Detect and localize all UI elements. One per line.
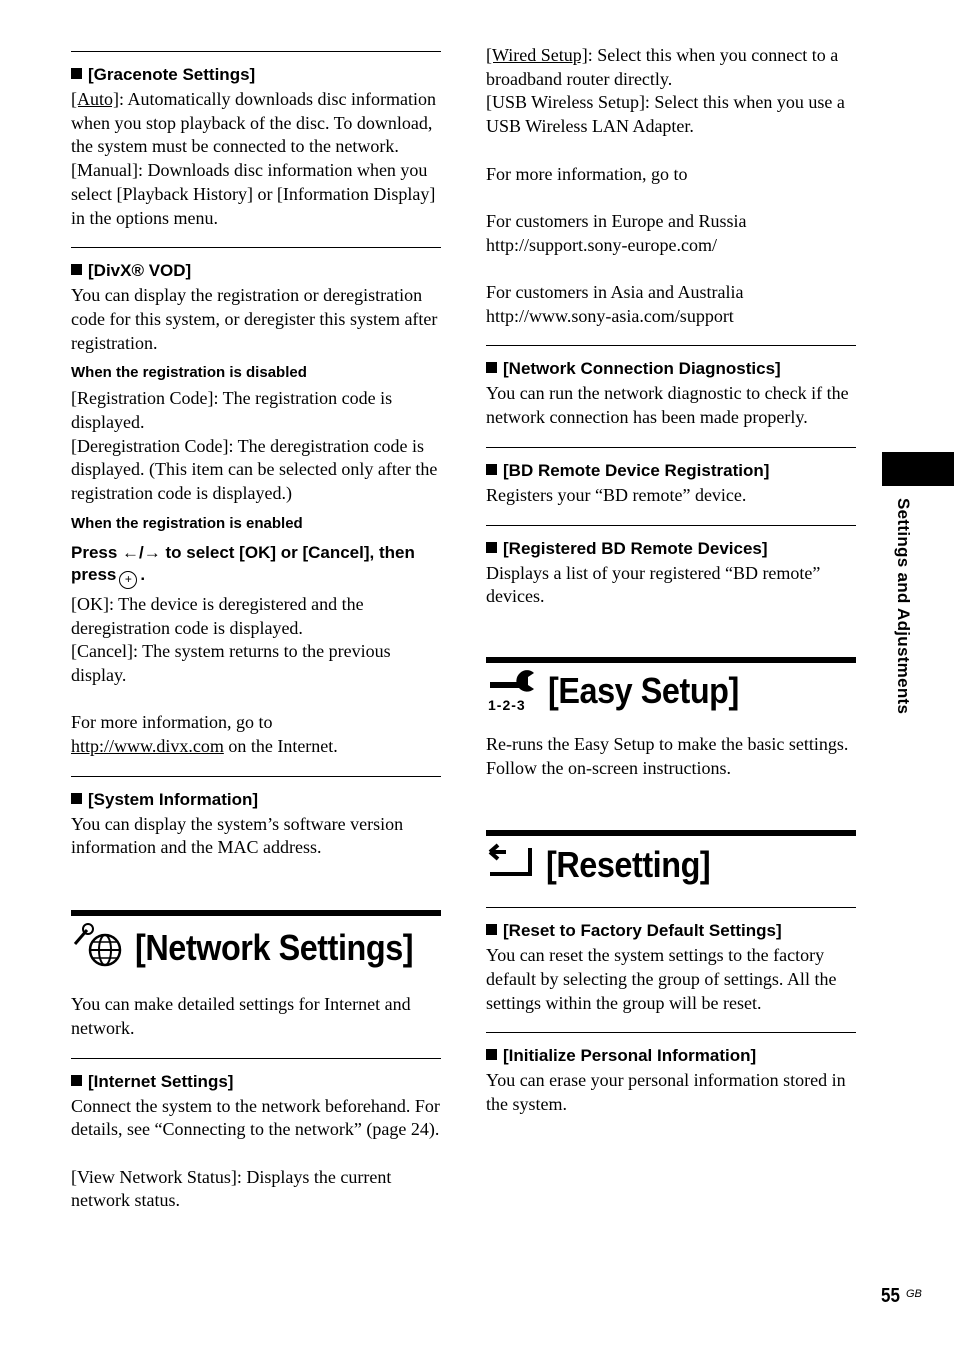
reset-arrow-icon [486,842,536,887]
auto-option: [Auto] [71,89,119,109]
internet-text: Connect the system to the network beforehand. For details, see “Connecting to the network” (page 24). [71,1095,440,1140]
right-column: [Wired Setup]: Select this when you connect to a broadband router directly. [USB Wireless Setup]: Select this when you use a USB Wireless LAN Adapter. For more information, go to For customers in Europe and Russia http://support.sony-europe.com/ For customers in Asia and Australia http://www.sony-asia.com/support [Network Connection Diagnostics] You can run the network diagnostic to check if the network connection has been made properly. [BD Remote Device Registration] Registers your “BD remote” device. [Registered BD Remote Devices] Displays a list of your registered “BD remote” devices. 1-2-3 [Easy Setup] Re-runs the Easy Setup to make the basic settings. Follow the on-screen instructions. [Resetting] [Reset to Factory Default Settings] You can reset the system settings to the factory default by selecting the group of settings. All the settings within the group will be reset. [Initialize Personal Information] You can erase your personal information stored in the system. [486,44,856,1117]
diagnostics-heading: [Network Connection Diagnostics] [503,359,781,379]
view-status-text: [View Network Status]: Displays the current network status. [71,1166,392,1211]
page-suffix: GB [906,1288,922,1300]
europe-url[interactable]: http://support.sony-europe.com/ [486,234,717,255]
usb-wireless-text: [USB Wireless Setup]: Select this when you use a USB Wireless LAN Adapter. [486,92,845,137]
more-info-text: For more information, go to [486,163,688,184]
left-column [71,51,441,1213]
bd-registration-heading: [BD Remote Device Registration] [503,460,770,480]
bullet-square-icon [71,1075,82,1086]
divx-intro: You can display the registration or deregistration code for this system, or deregister this system after registration. [71,285,438,353]
bd-devices-text: Displays a list of your registered “BD remote” devices. [486,562,821,607]
personal-info-heading: [Initialize Personal Information] [503,1046,757,1066]
europe-label: For customers in Europe and Russia [486,210,747,231]
easy-setup-icon-label: 1-2-3 [488,696,526,713]
network-settings-icon [71,922,125,973]
system-info-text: You can display the system’s software version information and the MAC address. [71,813,404,858]
bullet-square-icon [486,464,497,475]
divx-link[interactable]: http://www.divx.com [71,736,224,757]
asia-label: For customers in Asia and Australia [486,281,744,302]
divx-heading: [DivX® VOD] [88,261,192,281]
internet-heading: [Internet Settings] [88,1071,234,1091]
manual-description: [Manual]: Downloads disc information when you select [Playback History] or [Information Display] in the options menu. [71,160,436,228]
enter-button-icon: + [119,571,137,589]
easy-setup-header [486,657,856,713]
registration-code-text: [Registration Code]: The registration code is displayed. [71,388,393,433]
diagnostics-text: You can run the network diagnostic to check if the network connection has been made properly. [486,383,849,428]
personal-info-text: You can erase your personal information stored in the system. [486,1070,846,1115]
chapter-label: Settings and Adjustments [894,498,913,715]
asia-url[interactable]: http://www.sony-asia.com/support [486,305,734,326]
bd-registration-section [486,447,856,508]
bd-registration-text: Registers your “BD remote” device. [486,484,747,505]
chapter-tab [882,452,954,486]
bd-devices-heading: [Registered BD Remote Devices] [503,538,768,558]
bullet-square-icon [486,924,497,935]
bullet-square-icon [486,362,497,373]
system-info-section [71,776,441,860]
factory-reset-heading: [Reset to Factory Default Settings] [503,921,782,941]
instruction-step: Press ←/→ to select [OK] or [Cancel], then press + . [71,542,441,589]
easy-setup-icon [486,669,538,713]
disabled-subheading: When the registration is disabled [71,364,307,382]
ok-description: [OK]: The device is deregistered and the deregistration code is displayed. [71,593,364,638]
gracenote-heading: [Gracenote Settings] [88,65,256,84]
resetting-title: [Resetting] [546,843,711,885]
bullet-square-icon [71,264,82,275]
diagnostics-section [486,345,856,429]
auto-description: : Automatically downloads disc information when you stop playback of the disc. To download, the system must be connected to the network. [71,89,436,157]
factory-reset-section [486,907,856,1015]
personal-info-section [486,1032,856,1116]
network-intro: You can make detailed settings for Internet and network. [71,994,411,1038]
divx-section: [DivX® VOD] You can display the registration or deregistration code for this system, or deregister this system after registration. When the registration is disabled [Registration Code]: The registration code is displayed. [Deregistration Code]: The deregistration code is displayed. (This item can be selected only after the registration code is displayed.) When the registration is enabled Press ←/→ to select [OK] or [Cancel], then press + . [OK]: The device is deregistered and the deregistration code is displayed. [Cancel]: The system returns to the previous display. For more information, go to http://www.divx.com on the Internet. [71,247,441,759]
internet-section [71,1058,441,1214]
divx-more-info: For more information, go to [71,712,273,733]
factory-reset-text: You can reset the system settings to the factory default by selecting the group of settings. All the settings within the group will be reset. [486,945,837,1013]
cancel-description: [Cancel]: The system returns to the previous display. [71,641,391,685]
page-number: 55 [881,1285,900,1307]
gracenote-section [71,51,441,230]
bullet-square-icon [71,68,82,79]
enabled-subheading: When the registration is enabled [71,514,303,532]
network-settings-header [71,910,441,973]
easy-setup-title: [Easy Setup] [548,669,739,711]
bullet-square-icon [486,542,497,553]
bullet-square-icon [71,793,82,804]
bd-devices-section [486,525,856,609]
bullet-square-icon [486,1049,497,1060]
resetting-header [486,830,856,887]
easy-setup-text: Re-runs the Easy Setup to make the basic settings. Follow the on-screen instructions. [486,733,849,778]
system-info-heading: [System Information] [88,789,259,809]
deregistration-code-text: [Deregistration Code]: The deregistration code is displayed. (This item can be selected only after the registration code is displayed.) [71,435,438,504]
wired-setup-option: [Wired Setup] [486,45,588,65]
network-settings-title: [Network Settings] [135,926,414,968]
